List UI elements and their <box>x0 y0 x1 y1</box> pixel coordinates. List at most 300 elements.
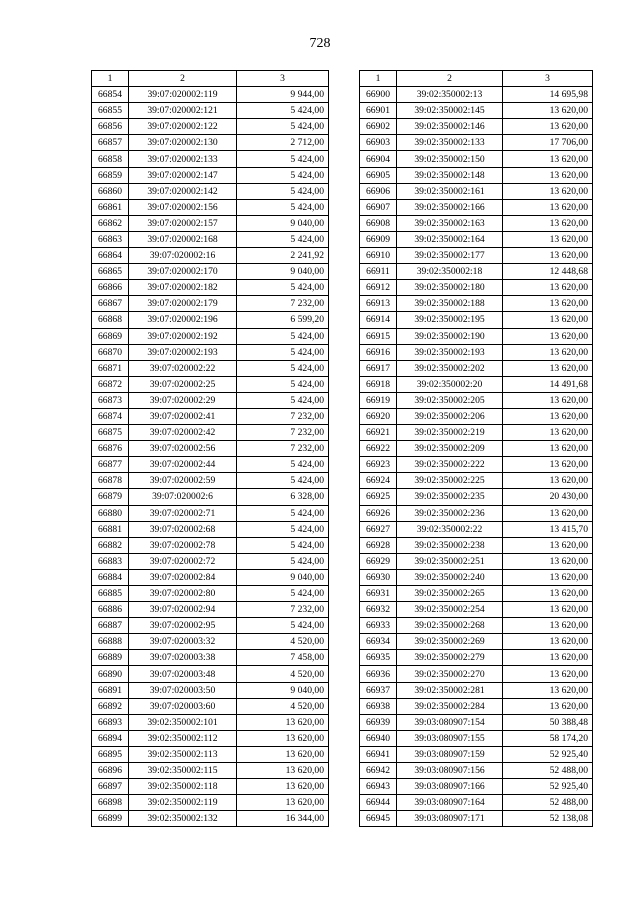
cadastral-number: 39:02:350002:148 <box>397 167 503 183</box>
row-number: 66904 <box>360 151 397 167</box>
table-row <box>360 505 593 521</box>
row-number: 66906 <box>360 183 397 199</box>
table-row <box>360 730 593 746</box>
amount: 13 620,00 <box>503 666 593 682</box>
row-number: 66927 <box>360 521 397 537</box>
table-row <box>360 392 593 408</box>
row-number: 66891 <box>92 682 129 698</box>
table-row <box>360 714 593 730</box>
row-number: 66928 <box>360 537 397 553</box>
row-number: 66918 <box>360 376 397 392</box>
row-number: 66920 <box>360 408 397 424</box>
row-number: 66943 <box>360 779 397 795</box>
table-row <box>92 312 329 328</box>
table-row <box>360 215 593 231</box>
table-row <box>92 811 329 827</box>
row-number: 66933 <box>360 618 397 634</box>
amount: 13 620,00 <box>503 167 593 183</box>
amount: 5 424,00 <box>237 505 329 521</box>
cadastral-number: 39:07:020002:56 <box>129 441 237 457</box>
table-row <box>92 264 329 280</box>
row-number: 66925 <box>360 489 397 505</box>
amount: 9 040,00 <box>237 682 329 698</box>
table-row <box>92 376 329 392</box>
left-table <box>91 70 329 827</box>
table-row <box>92 666 329 682</box>
cadastral-number: 39:02:350002:205 <box>397 392 503 408</box>
cadastral-number: 39:07:020002:41 <box>129 408 237 424</box>
amount: 9 040,00 <box>237 264 329 280</box>
amount: 13 620,00 <box>237 795 329 811</box>
row-number: 66869 <box>92 328 129 344</box>
cadastral-number: 39:07:020002:72 <box>129 553 237 569</box>
table-row <box>360 602 593 618</box>
row-number: 66868 <box>92 312 129 328</box>
table-row <box>92 280 329 296</box>
column-header: 1 <box>360 71 397 87</box>
amount: 13 620,00 <box>503 634 593 650</box>
row-number: 66892 <box>92 698 129 714</box>
table-row <box>92 537 329 553</box>
amount: 5 424,00 <box>237 457 329 473</box>
cadastral-number: 39:02:350002:150 <box>397 151 503 167</box>
amount: 13 620,00 <box>503 569 593 585</box>
cadastral-number: 39:07:020002:168 <box>129 231 237 247</box>
table-row <box>360 457 593 473</box>
table-row <box>360 763 593 779</box>
cadastral-number: 39:03:080907:159 <box>397 746 503 762</box>
cadastral-number: 39:03:080907:171 <box>397 811 503 827</box>
cadastral-number: 39:07:020002:42 <box>129 425 237 441</box>
row-number: 66929 <box>360 553 397 569</box>
amount: 13 620,00 <box>503 119 593 135</box>
cadastral-number: 39:07:020002:71 <box>129 505 237 521</box>
right-table <box>359 70 593 827</box>
cadastral-number: 39:07:020002:142 <box>129 183 237 199</box>
row-number: 66858 <box>92 151 129 167</box>
row-number: 66922 <box>360 441 397 457</box>
amount: 13 620,00 <box>237 746 329 762</box>
amount: 13 620,00 <box>503 441 593 457</box>
cadastral-number: 39:02:350002:163 <box>397 215 503 231</box>
cadastral-number: 39:02:350002:284 <box>397 698 503 714</box>
table-row <box>360 199 593 215</box>
amount: 13 620,00 <box>503 344 593 360</box>
amount: 13 620,00 <box>503 296 593 312</box>
amount: 52 488,00 <box>503 795 593 811</box>
row-number: 66881 <box>92 521 129 537</box>
amount: 5 424,00 <box>237 199 329 215</box>
cadastral-number: 39:02:350002:195 <box>397 312 503 328</box>
row-number: 66860 <box>92 183 129 199</box>
row-number: 66935 <box>360 650 397 666</box>
amount: 14 491,68 <box>503 376 593 392</box>
row-number: 66915 <box>360 328 397 344</box>
table-row <box>92 103 329 119</box>
row-number: 66937 <box>360 682 397 698</box>
row-number: 66899 <box>92 811 129 827</box>
table-row <box>92 87 329 103</box>
amount: 13 620,00 <box>503 151 593 167</box>
cadastral-number: 39:03:080907:166 <box>397 779 503 795</box>
cadastral-number: 39:07:020002:192 <box>129 328 237 344</box>
cadastral-number: 39:02:350002:22 <box>397 521 503 537</box>
cadastral-number: 39:07:020002:59 <box>129 473 237 489</box>
amount: 13 620,00 <box>503 312 593 328</box>
table-row <box>360 521 593 537</box>
row-number: 66919 <box>360 392 397 408</box>
row-number: 66940 <box>360 730 397 746</box>
table-row <box>92 119 329 135</box>
cadastral-number: 39:07:020002:22 <box>129 360 237 376</box>
cadastral-number: 39:07:020002:95 <box>129 618 237 634</box>
table-row <box>360 473 593 489</box>
row-number: 66909 <box>360 231 397 247</box>
cadastral-number: 39:07:020002:84 <box>129 569 237 585</box>
amount: 9 040,00 <box>237 569 329 585</box>
table-row <box>360 569 593 585</box>
amount: 5 424,00 <box>237 376 329 392</box>
row-number: 66882 <box>92 537 129 553</box>
table-row <box>92 135 329 151</box>
cadastral-number: 39:07:020002:121 <box>129 103 237 119</box>
row-number: 66926 <box>360 505 397 521</box>
cadastral-number: 39:02:350002:268 <box>397 618 503 634</box>
row-number: 66907 <box>360 199 397 215</box>
column-header: 2 <box>129 71 237 87</box>
row-number: 66876 <box>92 441 129 457</box>
table-row <box>360 344 593 360</box>
amount: 5 424,00 <box>237 280 329 296</box>
row-number: 66889 <box>92 650 129 666</box>
amount: 52 488,00 <box>503 763 593 779</box>
header-row <box>92 71 329 87</box>
cadastral-number: 39:02:350002:251 <box>397 553 503 569</box>
amount: 13 620,00 <box>503 408 593 424</box>
cadastral-number: 39:02:350002:238 <box>397 537 503 553</box>
table-row <box>92 392 329 408</box>
table-row <box>92 714 329 730</box>
cadastral-number: 39:02:350002:13 <box>397 87 503 103</box>
cadastral-number: 39:02:350002:113 <box>129 746 237 762</box>
cadastral-number: 39:02:350002:279 <box>397 650 503 666</box>
table-row <box>92 505 329 521</box>
table-row <box>92 425 329 441</box>
amount: 13 620,00 <box>237 763 329 779</box>
table-row <box>92 441 329 457</box>
row-number: 66865 <box>92 264 129 280</box>
cadastral-number: 39:07:020002:122 <box>129 119 237 135</box>
cadastral-number: 39:07:020002:157 <box>129 215 237 231</box>
amount: 7 232,00 <box>237 441 329 457</box>
row-number: 66944 <box>360 795 397 811</box>
cadastral-number: 39:07:020003:60 <box>129 698 237 714</box>
cadastral-number: 39:07:020002:196 <box>129 312 237 328</box>
row-number: 66854 <box>92 87 129 103</box>
cadastral-number: 39:02:350002:145 <box>397 103 503 119</box>
table-row <box>92 698 329 714</box>
cadastral-number: 39:02:350002:206 <box>397 408 503 424</box>
table-row <box>360 231 593 247</box>
row-number: 66895 <box>92 746 129 762</box>
row-number: 66903 <box>360 135 397 151</box>
row-number: 66938 <box>360 698 397 714</box>
table-row <box>92 569 329 585</box>
table-row <box>360 634 593 650</box>
row-number: 66900 <box>360 87 397 103</box>
table-row <box>92 457 329 473</box>
row-number: 66879 <box>92 489 129 505</box>
cadastral-number: 39:02:350002:101 <box>129 714 237 730</box>
cadastral-number: 39:07:020002:78 <box>129 537 237 553</box>
amount: 5 424,00 <box>237 392 329 408</box>
cadastral-number: 39:02:350002:146 <box>397 119 503 135</box>
table-row <box>92 151 329 167</box>
table-row <box>360 698 593 714</box>
amount: 5 424,00 <box>237 553 329 569</box>
column-header: 3 <box>237 71 329 87</box>
table-row <box>360 87 593 103</box>
amount: 7 458,00 <box>237 650 329 666</box>
amount: 13 620,00 <box>503 505 593 521</box>
cadastral-number: 39:07:020002:68 <box>129 521 237 537</box>
amount: 13 415,70 <box>503 521 593 537</box>
amount: 13 620,00 <box>237 779 329 795</box>
cadastral-number: 39:02:350002:219 <box>397 425 503 441</box>
cadastral-number: 39:02:350002:240 <box>397 569 503 585</box>
row-number: 66932 <box>360 602 397 618</box>
amount: 13 620,00 <box>503 183 593 199</box>
amount: 13 620,00 <box>503 103 593 119</box>
row-number: 66896 <box>92 763 129 779</box>
amount: 13 620,00 <box>503 280 593 296</box>
amount: 5 424,00 <box>237 167 329 183</box>
table-row <box>92 231 329 247</box>
row-number: 66945 <box>360 811 397 827</box>
table-row <box>360 795 593 811</box>
table-row <box>360 280 593 296</box>
amount: 5 424,00 <box>237 183 329 199</box>
table-row <box>360 312 593 328</box>
amount: 13 620,00 <box>503 231 593 247</box>
cadastral-number: 39:03:080907:156 <box>397 763 503 779</box>
row-number: 66901 <box>360 103 397 119</box>
amount: 13 620,00 <box>503 602 593 618</box>
amount: 13 620,00 <box>237 730 329 746</box>
row-number: 66916 <box>360 344 397 360</box>
cadastral-number: 39:07:020002:156 <box>129 199 237 215</box>
row-number: 66857 <box>92 135 129 151</box>
cadastral-number: 39:07:020002:25 <box>129 376 237 392</box>
table-row <box>360 408 593 424</box>
table-row <box>360 167 593 183</box>
cadastral-number: 39:07:020003:48 <box>129 666 237 682</box>
amount: 5 424,00 <box>237 537 329 553</box>
amount: 4 520,00 <box>237 698 329 714</box>
cadastral-number: 39:02:350002:222 <box>397 457 503 473</box>
header-row <box>360 71 593 87</box>
table-row <box>92 602 329 618</box>
table-row <box>360 553 593 569</box>
amount: 5 424,00 <box>237 151 329 167</box>
amount: 5 424,00 <box>237 103 329 119</box>
amount: 5 424,00 <box>237 119 329 135</box>
table-row <box>360 779 593 795</box>
row-number: 66875 <box>92 425 129 441</box>
table-row <box>360 650 593 666</box>
table-row <box>92 248 329 264</box>
page-number: 728 <box>309 36 331 51</box>
amount: 20 430,00 <box>503 489 593 505</box>
cadastral-number: 39:03:080907:164 <box>397 795 503 811</box>
amount: 52 925,40 <box>503 746 593 762</box>
row-number: 66862 <box>92 215 129 231</box>
cadastral-number: 39:02:350002:281 <box>397 682 503 698</box>
row-number: 66939 <box>360 714 397 730</box>
amount: 13 620,00 <box>503 650 593 666</box>
row-number: 66913 <box>360 296 397 312</box>
table-row <box>360 489 593 505</box>
cadastral-number: 39:02:350002:236 <box>397 505 503 521</box>
row-number: 66921 <box>360 425 397 441</box>
row-number: 66877 <box>92 457 129 473</box>
table-row <box>92 199 329 215</box>
cadastral-number: 39:07:020002:133 <box>129 151 237 167</box>
cadastral-number: 39:03:080907:154 <box>397 714 503 730</box>
amount: 6 599,20 <box>237 312 329 328</box>
table-row <box>92 183 329 199</box>
row-number: 66863 <box>92 231 129 247</box>
cadastral-number: 39:02:350002:209 <box>397 441 503 457</box>
cadastral-number: 39:07:020003:50 <box>129 682 237 698</box>
amount: 5 424,00 <box>237 618 329 634</box>
row-number: 66873 <box>92 392 129 408</box>
amount: 5 424,00 <box>237 344 329 360</box>
cadastral-number: 39:02:350002:180 <box>397 280 503 296</box>
table-row <box>92 763 329 779</box>
table-row <box>92 779 329 795</box>
table-row <box>92 650 329 666</box>
table-row <box>360 586 593 602</box>
row-number: 66936 <box>360 666 397 682</box>
row-number: 66894 <box>92 730 129 746</box>
cadastral-number: 39:02:350002:166 <box>397 199 503 215</box>
table-row <box>92 553 329 569</box>
cadastral-number: 39:07:020002:130 <box>129 135 237 151</box>
row-number: 66917 <box>360 360 397 376</box>
amount: 5 424,00 <box>237 328 329 344</box>
row-number: 66856 <box>92 119 129 135</box>
table-row <box>360 328 593 344</box>
cadastral-number: 39:02:350002:254 <box>397 602 503 618</box>
amount: 13 620,00 <box>503 586 593 602</box>
amount: 14 695,98 <box>503 87 593 103</box>
cadastral-number: 39:07:020002:193 <box>129 344 237 360</box>
cadastral-number: 39:02:350002:225 <box>397 473 503 489</box>
table-row <box>360 811 593 827</box>
amount: 7 232,00 <box>237 408 329 424</box>
table-row <box>360 618 593 634</box>
cadastral-number: 39:02:350002:235 <box>397 489 503 505</box>
amount: 13 620,00 <box>503 698 593 714</box>
cadastral-number: 39:02:350002:161 <box>397 183 503 199</box>
table-row <box>92 634 329 650</box>
row-number: 66931 <box>360 586 397 602</box>
cadastral-number: 39:02:350002:190 <box>397 328 503 344</box>
amount: 13 620,00 <box>503 328 593 344</box>
amount: 13 620,00 <box>503 215 593 231</box>
row-number: 66880 <box>92 505 129 521</box>
row-number: 66908 <box>360 215 397 231</box>
amount: 13 620,00 <box>503 457 593 473</box>
amount: 13 620,00 <box>503 618 593 634</box>
table-row <box>92 586 329 602</box>
table-row <box>360 135 593 151</box>
amount: 4 520,00 <box>237 634 329 650</box>
table-row <box>92 795 329 811</box>
row-number: 66870 <box>92 344 129 360</box>
table-row <box>92 167 329 183</box>
cadastral-number: 39:02:350002:132 <box>129 811 237 827</box>
row-number: 66888 <box>92 634 129 650</box>
row-number: 66924 <box>360 473 397 489</box>
table-row <box>92 473 329 489</box>
row-number: 66859 <box>92 167 129 183</box>
cadastral-number: 39:07:020002:94 <box>129 602 237 618</box>
row-number: 66864 <box>92 248 129 264</box>
table-row <box>92 489 329 505</box>
amount: 52 138,08 <box>503 811 593 827</box>
amount: 13 620,00 <box>503 248 593 264</box>
cadastral-number: 39:02:350002:115 <box>129 763 237 779</box>
cadastral-number: 39:02:350002:265 <box>397 586 503 602</box>
cadastral-number: 39:07:020002:182 <box>129 280 237 296</box>
table-row <box>92 344 329 360</box>
row-number: 66893 <box>92 714 129 730</box>
row-number: 66911 <box>360 264 397 280</box>
table-row <box>360 666 593 682</box>
amount: 7 232,00 <box>237 602 329 618</box>
cadastral-number: 39:07:020002:29 <box>129 392 237 408</box>
amount: 13 620,00 <box>237 714 329 730</box>
amount: 58 174,20 <box>503 730 593 746</box>
row-number: 66897 <box>92 779 129 795</box>
table-row <box>92 730 329 746</box>
row-number: 66923 <box>360 457 397 473</box>
row-number: 66871 <box>92 360 129 376</box>
cadastral-number: 39:02:350002:202 <box>397 360 503 376</box>
amount: 13 620,00 <box>503 199 593 215</box>
amount: 13 620,00 <box>503 392 593 408</box>
row-number: 66898 <box>92 795 129 811</box>
table-row <box>92 746 329 762</box>
row-number: 66942 <box>360 763 397 779</box>
table-row <box>360 376 593 392</box>
cadastral-number: 39:07:020002:44 <box>129 457 237 473</box>
row-number: 66867 <box>92 296 129 312</box>
row-number: 66930 <box>360 569 397 585</box>
cadastral-number: 39:02:350002:270 <box>397 666 503 682</box>
amount: 7 232,00 <box>237 425 329 441</box>
table-row <box>92 360 329 376</box>
cadastral-number: 39:07:020002:16 <box>129 248 237 264</box>
column-header: 3 <box>503 71 593 87</box>
row-number: 66910 <box>360 248 397 264</box>
table-row <box>360 103 593 119</box>
amount: 6 328,00 <box>237 489 329 505</box>
table-row <box>92 296 329 312</box>
amount: 5 424,00 <box>237 231 329 247</box>
